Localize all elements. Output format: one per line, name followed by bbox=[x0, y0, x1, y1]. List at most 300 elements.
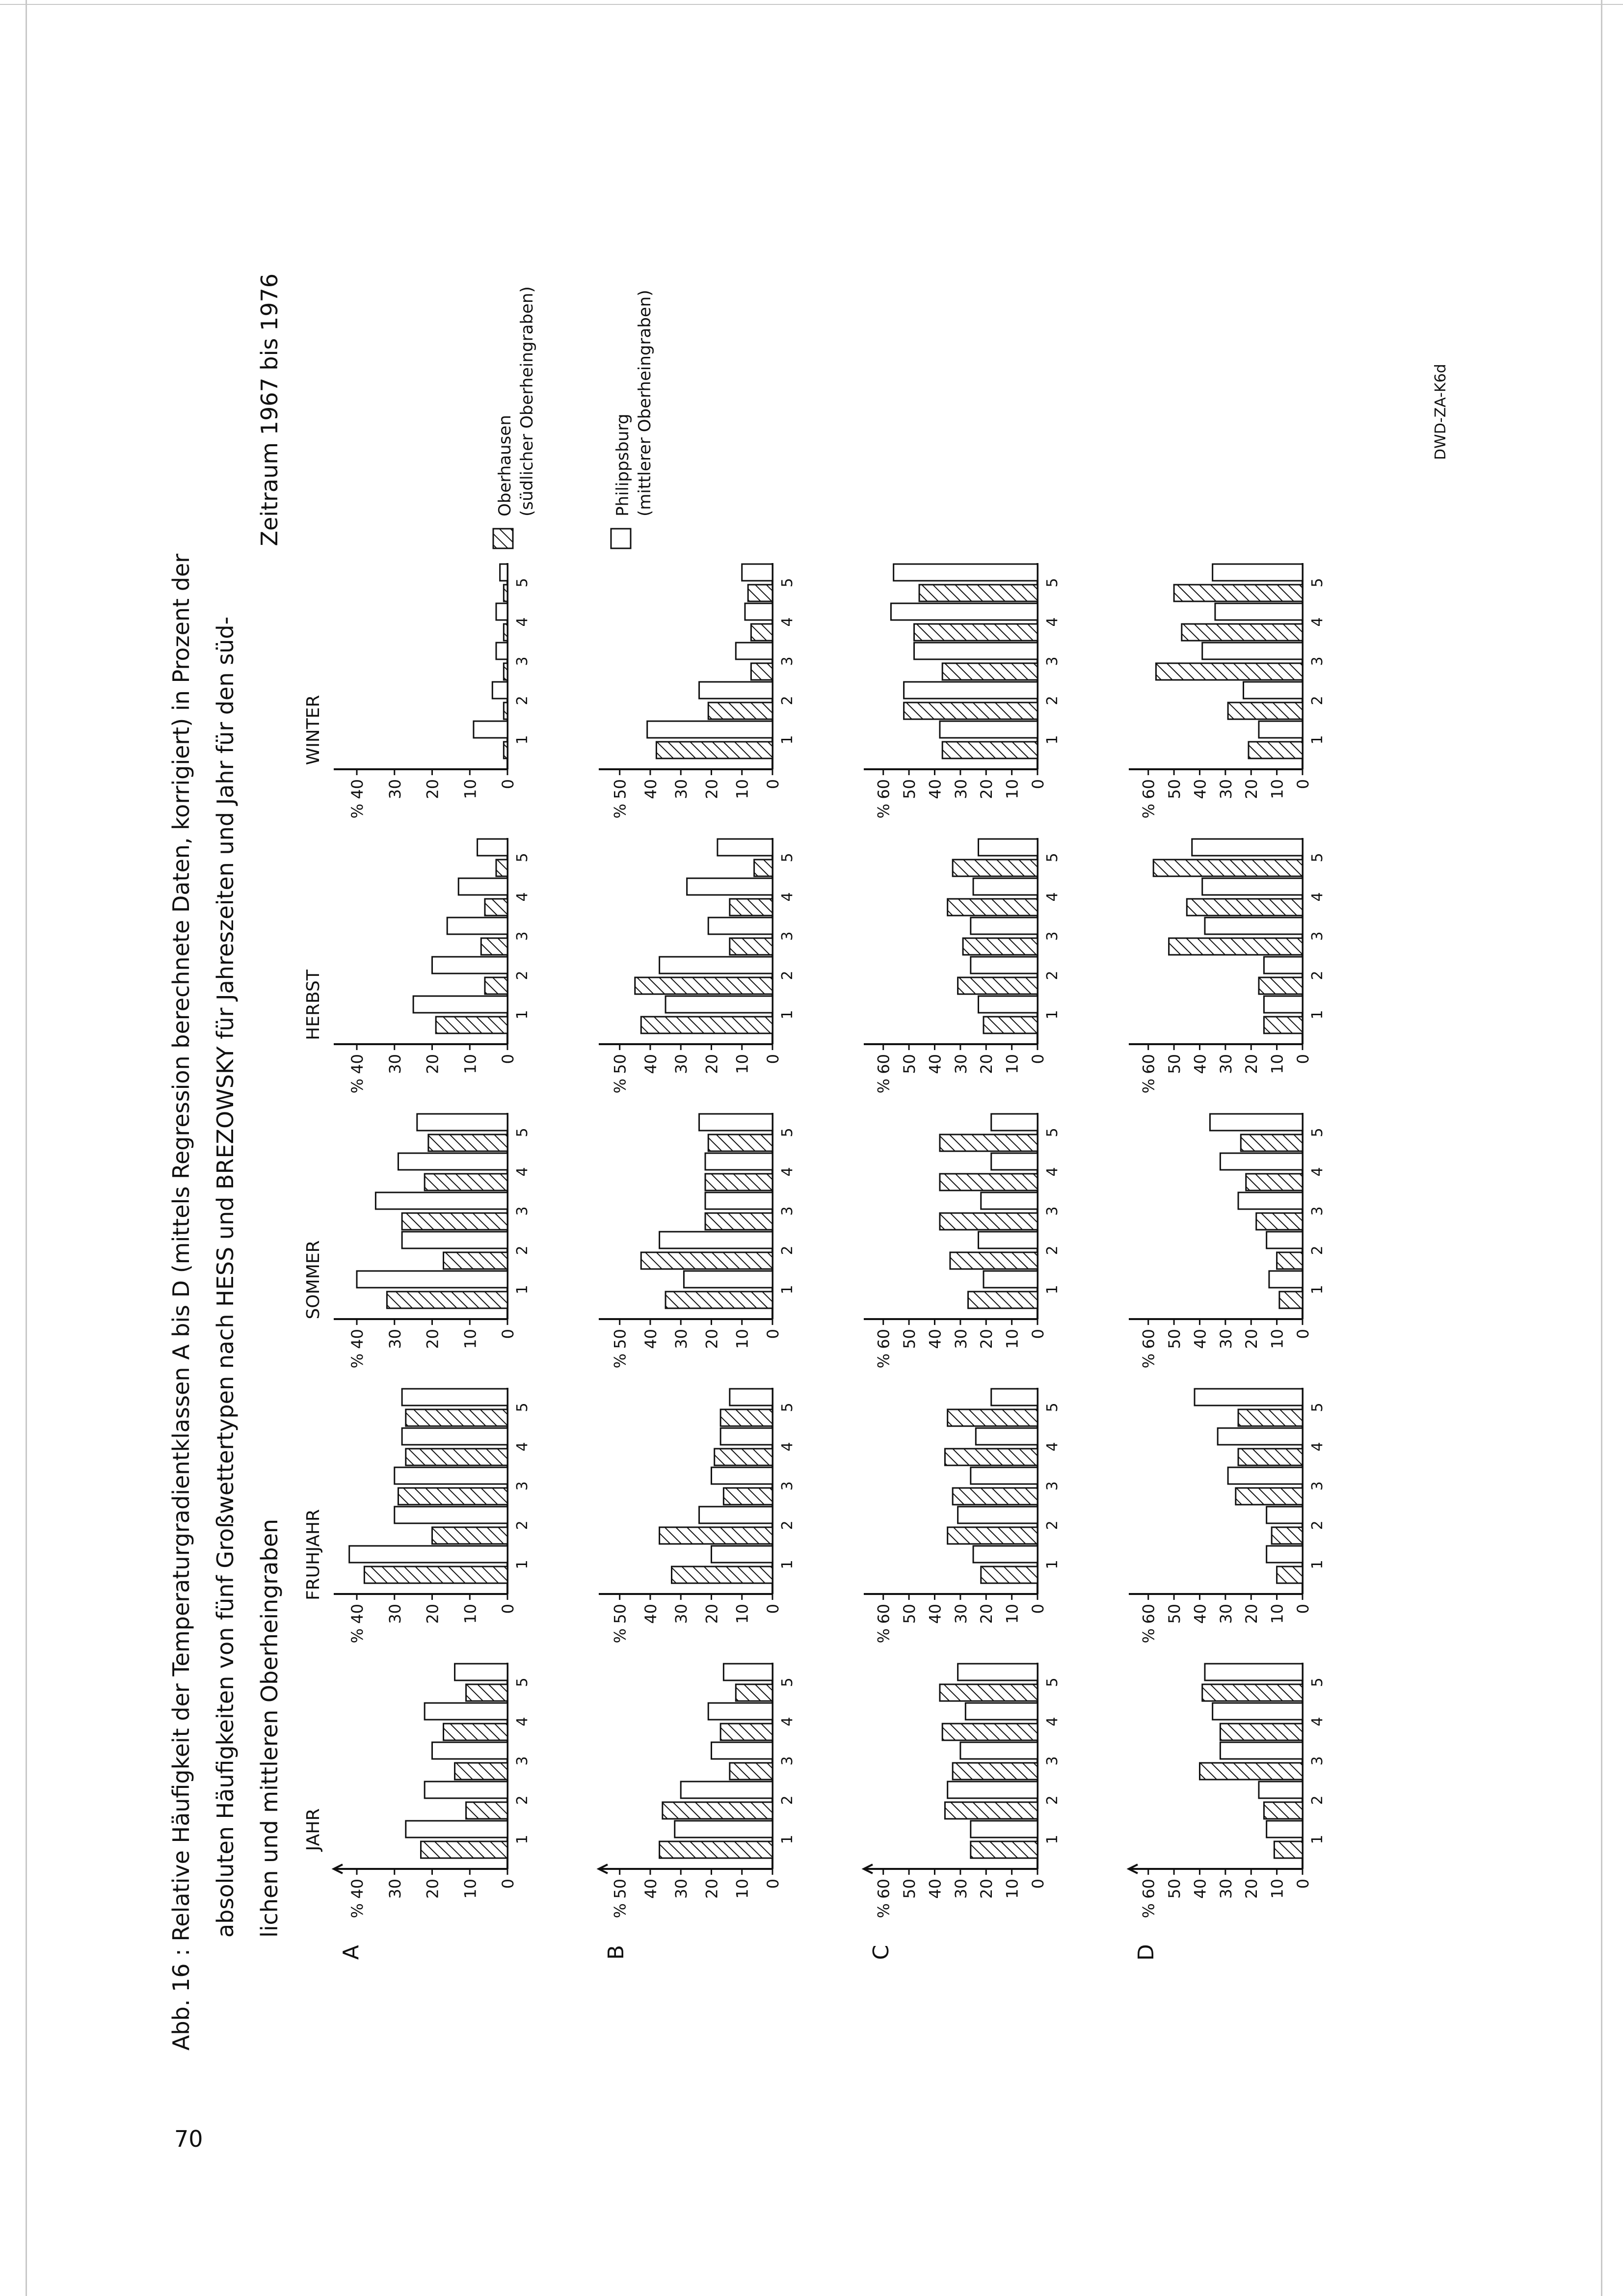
value-tick-label: 40 bbox=[641, 779, 660, 799]
category-label: 4 bbox=[514, 1717, 531, 1727]
bar-philippsburg-class-2 bbox=[1259, 1782, 1303, 1798]
bar-philippsburg-class-4 bbox=[398, 1153, 507, 1170]
category-label: 4 bbox=[779, 1717, 796, 1727]
category-label: 5 bbox=[514, 853, 531, 863]
chart-panel-c-winter bbox=[864, 563, 1061, 818]
category-label: 3 bbox=[779, 1756, 796, 1766]
bar-oberhausen-class-4 bbox=[751, 624, 772, 641]
chart-grid bbox=[303, 563, 1326, 1961]
bar-philippsburg-class-4 bbox=[458, 878, 507, 895]
bar-oberhausen-class-1 bbox=[672, 1567, 772, 1583]
bar-philippsburg-class-1 bbox=[406, 1821, 507, 1837]
value-tick-label: 0 bbox=[499, 1879, 517, 1889]
value-tick-label: 10 bbox=[461, 1604, 480, 1624]
value-tick-label: 40 bbox=[926, 1054, 945, 1074]
bar-oberhausen-class-5 bbox=[1202, 1684, 1303, 1701]
bar-oberhausen-class-5 bbox=[466, 1684, 507, 1701]
bar-philippsburg-class-5 bbox=[718, 839, 772, 856]
bar-philippsburg-class-4 bbox=[1215, 603, 1303, 620]
category-label: 3 bbox=[779, 1481, 796, 1491]
value-tick-label: 0 bbox=[499, 1054, 517, 1064]
category-label: 2 bbox=[1309, 696, 1326, 705]
value-tick-label: 0 bbox=[1294, 1604, 1312, 1614]
chart-panel-d-jahr bbox=[1129, 1663, 1326, 1918]
bar-oberhausen-class-1 bbox=[421, 1841, 507, 1858]
value-tick-label: 20 bbox=[423, 1054, 442, 1074]
bar-oberhausen-class-3 bbox=[1256, 1213, 1303, 1230]
value-tick-label: 50 bbox=[1165, 1329, 1184, 1349]
bar-oberhausen-class-1 bbox=[1279, 1292, 1303, 1308]
category-label: 2 bbox=[514, 696, 531, 705]
category-label: 3 bbox=[779, 1206, 796, 1216]
value-tick-label: 40 bbox=[926, 1604, 945, 1624]
bar-philippsburg-class-2 bbox=[395, 1507, 507, 1523]
value-tick-label: 50 bbox=[900, 779, 919, 799]
value-tick-label: 40 bbox=[1191, 1879, 1210, 1899]
bar-oberhausen-class-2 bbox=[950, 1252, 1038, 1269]
value-tick-label: 60 bbox=[874, 1879, 893, 1899]
bar-philippsburg-class-5 bbox=[1213, 564, 1303, 581]
bar-philippsburg-class-3 bbox=[736, 643, 772, 659]
value-tick-label: 0 bbox=[764, 779, 782, 789]
category-label: 4 bbox=[1309, 1717, 1326, 1727]
bar-oberhausen-class-4 bbox=[1182, 624, 1303, 641]
category-label: 4 bbox=[1309, 1442, 1326, 1452]
value-tick-label: 20 bbox=[702, 779, 721, 799]
bar-oberhausen-class-4 bbox=[1220, 1724, 1303, 1740]
bar-philippsburg-class-3 bbox=[705, 1192, 772, 1209]
footer-code: DWD-ZA-K6d bbox=[1432, 364, 1449, 460]
bar-philippsburg-class-2 bbox=[1244, 682, 1303, 699]
bar-oberhausen-class-3 bbox=[730, 938, 772, 955]
value-tick-label: 50 bbox=[900, 1604, 919, 1624]
category-label: 3 bbox=[1309, 656, 1326, 666]
column-header-sommer: SOMMER bbox=[303, 1240, 323, 1320]
bar-oberhausen-class-5 bbox=[953, 860, 1038, 876]
category-label: 2 bbox=[514, 1795, 531, 1805]
category-label: 2 bbox=[514, 971, 531, 980]
category-label: 2 bbox=[779, 1245, 796, 1255]
value-tick-label: 20 bbox=[423, 1329, 442, 1349]
bar-philippsburg-class-4 bbox=[1220, 1153, 1303, 1170]
value-tick-label: 0 bbox=[1294, 1329, 1312, 1339]
bar-oberhausen-class-2 bbox=[904, 702, 1038, 719]
category-label: 4 bbox=[1309, 1167, 1326, 1177]
bar-philippsburg-class-3 bbox=[447, 918, 507, 934]
caption-line-4: Zeitraum 1967 bis 1976 bbox=[256, 273, 283, 546]
bar-oberhausen-class-2 bbox=[945, 1802, 1038, 1819]
unit-label: % bbox=[1139, 804, 1158, 819]
category-label: 1 bbox=[1044, 735, 1061, 745]
row-label-c: C bbox=[869, 1945, 894, 1960]
value-tick-label: 50 bbox=[1165, 1604, 1184, 1624]
legend-swatch-philippsburg bbox=[611, 529, 631, 548]
row-label-b: B bbox=[604, 1945, 629, 1960]
value-tick-label: 10 bbox=[733, 1329, 752, 1349]
bar-oberhausen-class-2 bbox=[660, 1527, 772, 1544]
unit-label: % bbox=[348, 804, 367, 819]
bar-philippsburg-class-3 bbox=[981, 1192, 1038, 1209]
category-label: 3 bbox=[779, 931, 796, 941]
category-label: 5 bbox=[1309, 1128, 1326, 1137]
bar-oberhausen-class-1 bbox=[981, 1567, 1038, 1583]
category-label: 5 bbox=[1044, 853, 1061, 863]
category-label: 2 bbox=[1309, 971, 1326, 980]
bar-oberhausen-class-5 bbox=[940, 1134, 1038, 1151]
bar-philippsburg-class-1 bbox=[984, 1271, 1038, 1288]
bar-philippsburg-class-1 bbox=[973, 1546, 1038, 1563]
category-label: 4 bbox=[514, 1167, 531, 1177]
category-label: 2 bbox=[1044, 1245, 1061, 1255]
bar-philippsburg-class-2 bbox=[492, 682, 507, 699]
category-label: 3 bbox=[514, 931, 531, 941]
bar-philippsburg-class-2 bbox=[1267, 1232, 1303, 1248]
bar-philippsburg-class-5 bbox=[455, 1664, 507, 1680]
unit-label: % bbox=[1139, 1628, 1158, 1644]
value-tick-label: 0 bbox=[764, 1879, 782, 1889]
bar-oberhausen-class-1 bbox=[504, 742, 507, 758]
bar-oberhausen-class-1 bbox=[984, 1017, 1038, 1033]
value-tick-label: 0 bbox=[1029, 1329, 1047, 1339]
value-tick-label: 20 bbox=[702, 1054, 721, 1074]
unit-label: % bbox=[874, 1628, 893, 1644]
bar-oberhausen-class-3 bbox=[953, 1488, 1038, 1505]
value-tick-label: 40 bbox=[1191, 779, 1210, 799]
chart-panel-d-fruhjahr bbox=[1129, 1388, 1326, 1643]
bar-philippsburg-class-1 bbox=[971, 1821, 1038, 1837]
bar-philippsburg-class-5 bbox=[894, 564, 1038, 581]
bar-oberhausen-class-5 bbox=[720, 1409, 772, 1426]
value-tick-label: 40 bbox=[641, 1054, 660, 1074]
category-label: 4 bbox=[514, 1442, 531, 1452]
value-tick-label: 0 bbox=[764, 1054, 782, 1064]
category-label: 5 bbox=[779, 1128, 796, 1137]
value-tick-label: 60 bbox=[1139, 1054, 1158, 1074]
bar-oberhausen-class-5 bbox=[1241, 1134, 1303, 1151]
value-tick-label: 30 bbox=[951, 1879, 970, 1899]
value-tick-label: 10 bbox=[461, 1879, 480, 1899]
bar-oberhausen-class-3 bbox=[705, 1213, 772, 1230]
bar-oberhausen-class-5 bbox=[754, 860, 772, 876]
value-tick-label: 30 bbox=[1216, 1054, 1235, 1074]
value-tick-label: 10 bbox=[461, 779, 480, 799]
category-label: 5 bbox=[1044, 578, 1061, 588]
bar-philippsburg-class-5 bbox=[723, 1664, 772, 1680]
chart-panel-c-fruhjahr bbox=[864, 1388, 1061, 1643]
category-label: 4 bbox=[1044, 1442, 1061, 1452]
value-tick-label: 20 bbox=[423, 779, 442, 799]
bar-oberhausen-class-4 bbox=[1238, 1449, 1303, 1465]
category-label: 1 bbox=[779, 1010, 796, 1020]
category-label: 5 bbox=[779, 578, 796, 588]
bar-philippsburg-class-1 bbox=[665, 996, 772, 1013]
bar-oberhausen-class-3 bbox=[398, 1488, 507, 1505]
value-tick-label: 0 bbox=[1029, 1054, 1047, 1064]
bar-philippsburg-class-1 bbox=[675, 1821, 772, 1837]
bar-oberhausen-class-3 bbox=[1156, 663, 1303, 680]
chart-panel-c-herbst bbox=[864, 838, 1061, 1093]
category-label: 3 bbox=[514, 656, 531, 666]
unit-label: % bbox=[348, 1628, 367, 1644]
column-header-jahr: JAHR bbox=[303, 1808, 323, 1851]
value-tick-label: 10 bbox=[1003, 1604, 1022, 1624]
bar-oberhausen-class-5 bbox=[406, 1409, 507, 1426]
value-tick-label: 50 bbox=[1165, 1054, 1184, 1074]
value-tick-label: 40 bbox=[348, 1054, 367, 1074]
category-label: 1 bbox=[514, 1560, 531, 1569]
unit-label: % bbox=[348, 1903, 367, 1918]
bar-oberhausen-class-4 bbox=[942, 1724, 1038, 1740]
value-tick-label: 40 bbox=[641, 1329, 660, 1349]
bar-philippsburg-class-2 bbox=[699, 1507, 772, 1523]
value-tick-label: 0 bbox=[499, 1329, 517, 1339]
value-tick-label: 10 bbox=[1003, 779, 1022, 799]
bar-philippsburg-class-1 bbox=[940, 721, 1038, 738]
bar-philippsburg-class-5 bbox=[478, 839, 507, 856]
bar-oberhausen-class-1 bbox=[942, 742, 1038, 758]
category-label: 1 bbox=[1309, 1010, 1326, 1020]
value-tick-label: 60 bbox=[1139, 779, 1158, 799]
bar-oberhausen-class-3 bbox=[504, 663, 507, 680]
value-tick-label: 50 bbox=[611, 1329, 630, 1349]
caption-line-2: absoluten Häufigkeiten von fünf Großwettertypen nach HESS und BREZOWSKY für Jahreszeiten und Jahr für den süd- bbox=[212, 616, 239, 1938]
bar-oberhausen-class-2 bbox=[635, 977, 772, 994]
chart-panel-c-jahr bbox=[864, 1663, 1061, 1918]
category-label: 2 bbox=[514, 1245, 531, 1255]
value-tick-label: 30 bbox=[672, 1329, 691, 1349]
value-tick-label: 10 bbox=[1268, 779, 1287, 799]
bar-philippsburg-class-4 bbox=[1213, 1703, 1303, 1720]
category-label: 2 bbox=[1044, 1795, 1061, 1805]
value-tick-label: 20 bbox=[702, 1879, 721, 1899]
bar-philippsburg-class-2 bbox=[971, 957, 1038, 973]
category-label: 2 bbox=[779, 1795, 796, 1805]
bar-philippsburg-class-4 bbox=[425, 1703, 507, 1720]
unit-label: % bbox=[1139, 1903, 1158, 1918]
chart-panel-b-jahr bbox=[599, 1663, 796, 1918]
value-tick-label: 20 bbox=[1242, 1054, 1261, 1074]
bar-philippsburg-class-2 bbox=[402, 1232, 507, 1248]
bar-oberhausen-class-4 bbox=[1246, 1174, 1303, 1190]
caption-line-1: Abb. 16 : Relative Häufigkeit der Temperaturgradientklassen A bis D (mittels Regression berechnete Daten, korrigiert) in Prozent der bbox=[168, 553, 194, 2051]
category-label: 3 bbox=[1044, 1481, 1061, 1491]
bar-philippsburg-class-5 bbox=[1192, 839, 1303, 856]
bar-philippsburg-class-5 bbox=[699, 1114, 772, 1131]
bar-philippsburg-class-3 bbox=[971, 1467, 1038, 1484]
category-label: 5 bbox=[1044, 1403, 1061, 1412]
bar-philippsburg-class-4 bbox=[402, 1428, 507, 1445]
category-label: 3 bbox=[514, 1481, 531, 1491]
bar-oberhausen-class-5 bbox=[496, 860, 507, 876]
bar-philippsburg-class-4 bbox=[705, 1153, 772, 1170]
bar-oberhausen-class-2 bbox=[948, 1527, 1038, 1544]
category-label: 1 bbox=[514, 1835, 531, 1844]
bar-philippsburg-class-2 bbox=[699, 682, 772, 699]
category-label: 1 bbox=[514, 735, 531, 745]
value-tick-label: 10 bbox=[461, 1054, 480, 1074]
value-tick-label: 30 bbox=[385, 1879, 404, 1899]
value-tick-label: 50 bbox=[1165, 779, 1184, 799]
bar-philippsburg-class-2 bbox=[660, 1232, 772, 1248]
bar-philippsburg-class-1 bbox=[1267, 1821, 1303, 1837]
bar-oberhausen-class-3 bbox=[1169, 938, 1303, 955]
bar-oberhausen-class-2 bbox=[708, 702, 772, 719]
category-label: 3 bbox=[1309, 1756, 1326, 1766]
bar-oberhausen-class-3 bbox=[940, 1213, 1038, 1230]
value-tick-label: 0 bbox=[1029, 1604, 1047, 1614]
bar-philippsburg-class-1 bbox=[684, 1271, 772, 1288]
bar-oberhausen-class-1 bbox=[971, 1841, 1038, 1858]
bar-philippsburg-class-5 bbox=[991, 1114, 1038, 1131]
category-label: 2 bbox=[1309, 1245, 1326, 1255]
column-header-fruhjahr: FRUHJAHR bbox=[303, 1509, 323, 1600]
bar-philippsburg-class-1 bbox=[474, 721, 507, 738]
bar-philippsburg-class-1 bbox=[1264, 996, 1303, 1013]
category-label: 5 bbox=[779, 853, 796, 863]
bar-oberhausen-class-1 bbox=[660, 1841, 772, 1858]
bar-philippsburg-class-5 bbox=[958, 1664, 1038, 1680]
value-tick-label: 30 bbox=[385, 1329, 404, 1349]
bar-philippsburg-class-3 bbox=[971, 918, 1038, 934]
unit-label: % bbox=[874, 1079, 893, 1094]
value-tick-label: 50 bbox=[611, 1054, 630, 1074]
bar-oberhausen-class-2 bbox=[432, 1527, 507, 1544]
legend-label-oberhausen: Oberhausen bbox=[495, 415, 515, 516]
category-label: 1 bbox=[1044, 1560, 1061, 1569]
value-tick-label: 10 bbox=[461, 1329, 480, 1349]
bar-philippsburg-class-1 bbox=[349, 1546, 507, 1563]
value-tick-label: 30 bbox=[951, 1604, 970, 1624]
category-label: 5 bbox=[514, 578, 531, 588]
value-tick-label: 40 bbox=[926, 1879, 945, 1899]
value-tick-label: 40 bbox=[348, 1604, 367, 1624]
value-tick-label: 10 bbox=[733, 1054, 752, 1074]
value-tick-label: 40 bbox=[1191, 1604, 1210, 1624]
bar-philippsburg-class-1 bbox=[1267, 1546, 1303, 1563]
value-tick-label: 60 bbox=[874, 779, 893, 799]
row-label-a: A bbox=[339, 1945, 364, 1960]
chart-panel-b-sommer bbox=[599, 1113, 796, 1368]
category-label: 1 bbox=[779, 1560, 796, 1569]
value-tick-label: 20 bbox=[1242, 1329, 1261, 1349]
bar-philippsburg-class-2 bbox=[432, 957, 507, 973]
value-tick-label: 40 bbox=[926, 779, 945, 799]
category-label: 1 bbox=[779, 1835, 796, 1844]
bar-oberhausen-class-5 bbox=[1153, 860, 1303, 876]
category-label: 2 bbox=[1309, 1795, 1326, 1805]
bar-philippsburg-class-1 bbox=[647, 721, 772, 738]
category-label: 2 bbox=[779, 696, 796, 705]
value-tick-label: 0 bbox=[1029, 1879, 1047, 1889]
unit-label: % bbox=[611, 804, 630, 819]
bar-philippsburg-class-5 bbox=[991, 1389, 1038, 1405]
category-label: 1 bbox=[1309, 735, 1326, 745]
bar-philippsburg-class-4 bbox=[496, 603, 507, 620]
value-tick-label: 40 bbox=[641, 1879, 660, 1899]
category-label: 5 bbox=[1044, 1677, 1061, 1687]
category-label: 4 bbox=[779, 1442, 796, 1452]
bar-philippsburg-class-4 bbox=[965, 1703, 1038, 1720]
bar-philippsburg-class-5 bbox=[1195, 1389, 1303, 1405]
category-label: 3 bbox=[1309, 1206, 1326, 1216]
chart-panel-c-sommer bbox=[864, 1113, 1061, 1368]
bar-oberhausen-class-2 bbox=[663, 1802, 772, 1819]
bar-philippsburg-class-3 bbox=[708, 918, 772, 934]
bar-oberhausen-class-5 bbox=[1174, 585, 1303, 601]
legend-sublabel-philippsburg: (mittlerer Oberheingraben) bbox=[635, 290, 655, 516]
value-tick-label: 30 bbox=[951, 1054, 970, 1074]
bar-philippsburg-class-3 bbox=[375, 1192, 507, 1209]
value-tick-label: 60 bbox=[874, 1329, 893, 1349]
bar-philippsburg-class-4 bbox=[687, 878, 772, 895]
bar-oberhausen-class-2 bbox=[485, 977, 507, 994]
category-label: 2 bbox=[779, 971, 796, 980]
value-tick-label: 10 bbox=[1268, 1879, 1287, 1899]
value-tick-label: 60 bbox=[1139, 1604, 1158, 1624]
bar-oberhausen-class-3 bbox=[481, 938, 507, 955]
bar-oberhausen-class-3 bbox=[455, 1763, 507, 1780]
page-number: 70 bbox=[174, 2126, 203, 2152]
value-tick-label: 30 bbox=[1216, 779, 1235, 799]
bar-philippsburg-class-5 bbox=[500, 564, 507, 581]
bar-oberhausen-class-2 bbox=[1277, 1252, 1303, 1269]
bar-oberhausen-class-1 bbox=[1274, 1841, 1303, 1858]
value-tick-label: 10 bbox=[733, 1604, 752, 1624]
category-label: 5 bbox=[514, 1128, 531, 1137]
value-tick-label: 40 bbox=[926, 1329, 945, 1349]
value-tick-label: 60 bbox=[874, 1054, 893, 1074]
category-label: 5 bbox=[1309, 578, 1326, 588]
bar-oberhausen-class-1 bbox=[364, 1567, 507, 1583]
bar-oberhausen-class-2 bbox=[504, 702, 507, 719]
category-label: 4 bbox=[1309, 617, 1326, 627]
value-tick-label: 20 bbox=[1242, 1604, 1261, 1624]
value-tick-label: 20 bbox=[1242, 779, 1261, 799]
value-tick-label: 0 bbox=[1294, 1879, 1312, 1889]
value-tick-label: 20 bbox=[977, 1604, 996, 1624]
category-label: 2 bbox=[1044, 696, 1061, 705]
chart-panel-b-winter bbox=[599, 563, 796, 818]
category-label: 4 bbox=[1044, 1717, 1061, 1727]
bar-oberhausen-class-1 bbox=[641, 1017, 772, 1033]
value-tick-label: 50 bbox=[900, 1054, 919, 1074]
category-label: 5 bbox=[1309, 1403, 1326, 1412]
bar-philippsburg-class-3 bbox=[711, 1742, 772, 1759]
category-label: 1 bbox=[514, 1285, 531, 1295]
value-tick-label: 20 bbox=[423, 1604, 442, 1624]
value-tick-label: 10 bbox=[1268, 1054, 1287, 1074]
bar-philippsburg-class-4 bbox=[1202, 878, 1303, 895]
category-label: 1 bbox=[514, 1010, 531, 1020]
value-tick-label: 40 bbox=[641, 1604, 660, 1624]
category-label: 3 bbox=[1044, 656, 1061, 666]
caption bbox=[168, 273, 283, 2051]
chart-panel-d-sommer bbox=[1129, 1113, 1326, 1368]
bar-philippsburg-class-4 bbox=[745, 603, 772, 620]
bar-philippsburg-class-4 bbox=[991, 1153, 1038, 1170]
category-label: 5 bbox=[514, 1677, 531, 1687]
value-tick-label: 20 bbox=[977, 1879, 996, 1899]
category-label: 1 bbox=[1309, 1285, 1326, 1295]
bar-oberhausen-class-1 bbox=[1277, 1567, 1303, 1583]
bar-philippsburg-class-3 bbox=[1220, 1742, 1303, 1759]
bar-philippsburg-class-4 bbox=[976, 1428, 1038, 1445]
unit-label: % bbox=[611, 1353, 630, 1369]
bar-philippsburg-class-5 bbox=[979, 839, 1038, 856]
bar-philippsburg-class-2 bbox=[660, 957, 772, 973]
bar-philippsburg-class-1 bbox=[1259, 721, 1303, 738]
bar-oberhausen-class-4 bbox=[940, 1174, 1038, 1190]
